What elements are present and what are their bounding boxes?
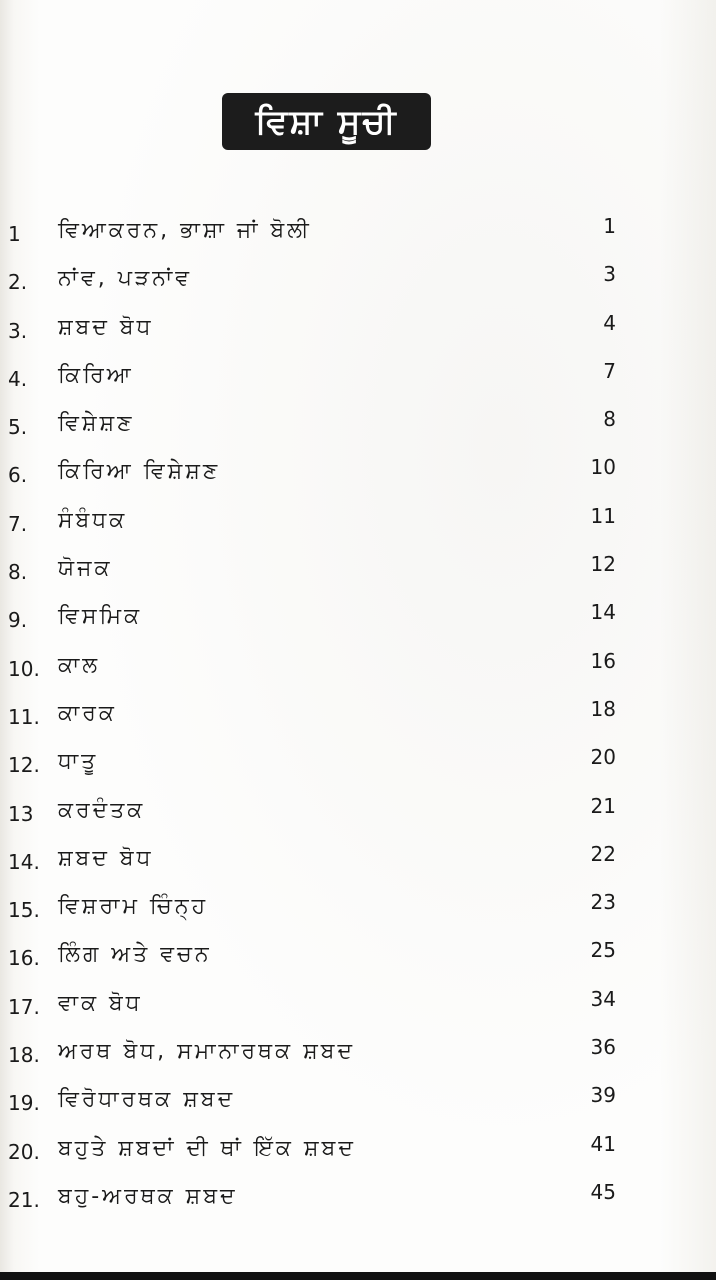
toc-number: 17. [8,994,40,1019]
toc-row [0,496,716,544]
toc-row [0,351,716,399]
toc-number: 11. [8,704,40,729]
toc-label: ਕਿਰਿਆ [58,362,134,388]
toc-row [0,834,716,882]
toc-label: ਕਿਰਿਆ ਵਿਸ਼ੇਸ਼ਣ [58,459,221,485]
toc-page-number: 36 [590,1035,616,1060]
toc-label: ਧਾਤੂ [58,749,99,775]
toc-page-number: 20 [590,745,616,770]
toc-label: ਸ਼ਬਦ ਬੋਧ [58,314,154,340]
toc-row [0,689,716,737]
toc-number: 12. [8,753,40,778]
toc-label: ਵਿਆਕਰਨ, ਭਾਸ਼ਾ ਜਾਂ ਬੋਲੀ [58,218,312,243]
toc-number: 3. [8,318,28,343]
toc-row [0,447,716,495]
toc-row [0,786,716,834]
toc-label: ਕਰਦੰਤਕ [58,797,146,823]
toc-number: 6. [8,463,28,488]
toc-row [0,206,716,254]
toc-page-number: 8 [603,407,616,432]
toc-row [0,1124,716,1172]
toc-page-number: 22 [590,841,616,866]
toc-page-number: 12 [590,552,616,577]
toc-row [0,303,716,351]
toc-page-number: 25 [590,938,616,963]
toc-page-number: 3 [603,262,616,287]
toc-number: 20. [8,1139,40,1164]
contents-title: ਵਿਸ਼ਾ ਸੂਚੀ [255,101,398,142]
toc-page-number: 14 [590,600,616,625]
page-bottom-edge [0,1272,716,1280]
toc-label: ਵਾਕ ਬੋਧ [58,990,143,1016]
toc-number: 13 [8,801,34,826]
toc-number: 21. [8,1187,40,1212]
toc-label: ਲਿੰਗ ਅਤੇ ਵਚਨ [58,942,212,968]
toc-number: 1 [8,222,21,246]
toc-page-number: 10 [590,455,616,480]
toc-label: ਬਹੁ-ਅਰਥਕ ਸ਼ਬਦ [58,1183,238,1209]
toc-page-number: 41 [590,1131,616,1156]
toc-page-number: 4 [603,310,616,335]
toc-label: ਵਿਸ਼ਰਾਮ ਚਿੰਨ੍ਹ [58,894,209,920]
toc-row [0,641,716,689]
toc-number: 18. [8,1043,40,1068]
toc-label: ਸੰਬੰਧਕ [58,507,128,533]
toc-page-number: 11 [590,503,616,528]
toc-number: 10. [8,656,40,681]
toc-row [0,737,716,785]
toc-number: 16. [8,946,40,971]
toc-row [0,544,716,592]
toc-number: 15. [8,898,40,923]
toc-label: ਅਰਥ ਬੋਧ, ਸਮਾਨਾਰਥਕ ਸ਼ਬਦ [58,1039,356,1065]
toc-label: ਵਿਸਮਿਕ [58,604,143,630]
toc-row [0,1075,716,1123]
toc-row [0,882,716,930]
toc-label: ਕਾਰਕ [58,700,117,726]
toc-page-number: 34 [590,986,616,1011]
toc-label: ਸ਼ਬਦ ਬੋਧ [58,845,154,871]
toc-page-number: 23 [590,890,616,915]
toc-page-number: 16 [590,648,616,673]
toc-page-number: 39 [590,1083,616,1108]
toc-number: 4. [8,366,28,391]
toc-row [0,592,716,640]
contents-title-box [222,93,431,150]
toc-label: ਵਿਸ਼ੇਸ਼ਣ [58,411,135,437]
toc-row [0,1027,716,1075]
toc-row [0,930,716,978]
toc-row [0,1172,716,1220]
toc-label: ਬਹੁਤੇ ਸ਼ਬਦਾਂ ਦੀ ਥਾਂ ਇੱਕ ਸ਼ਬਦ [58,1135,356,1161]
toc-number: 14. [8,849,40,874]
toc-page-number: 18 [590,696,616,721]
toc-row [0,254,716,302]
toc-number: 5. [8,415,28,440]
toc-number: 8. [8,560,28,585]
toc-number: 19. [8,1091,40,1116]
toc-number: 9. [8,608,28,633]
toc-label: ਕਾਲ [58,652,101,678]
toc-page-number: 7 [603,358,616,383]
toc-label: ਯੋਜਕ [58,556,113,582]
toc-row [0,399,716,447]
toc-number: 7. [8,511,28,536]
toc-page-number: 21 [590,793,616,818]
toc-label: ਨਾਂਵ, ਪੜਨਾਂਵ [58,266,193,292]
toc-label: ਵਿਰੋਧਾਰਥਕ ਸ਼ਬਦ [58,1087,236,1113]
table-of-contents [0,206,716,1220]
toc-number: 2. [8,270,28,295]
toc-page-number: 1 [603,214,616,238]
toc-row [0,979,716,1027]
toc-page-number: 45 [590,1179,616,1204]
